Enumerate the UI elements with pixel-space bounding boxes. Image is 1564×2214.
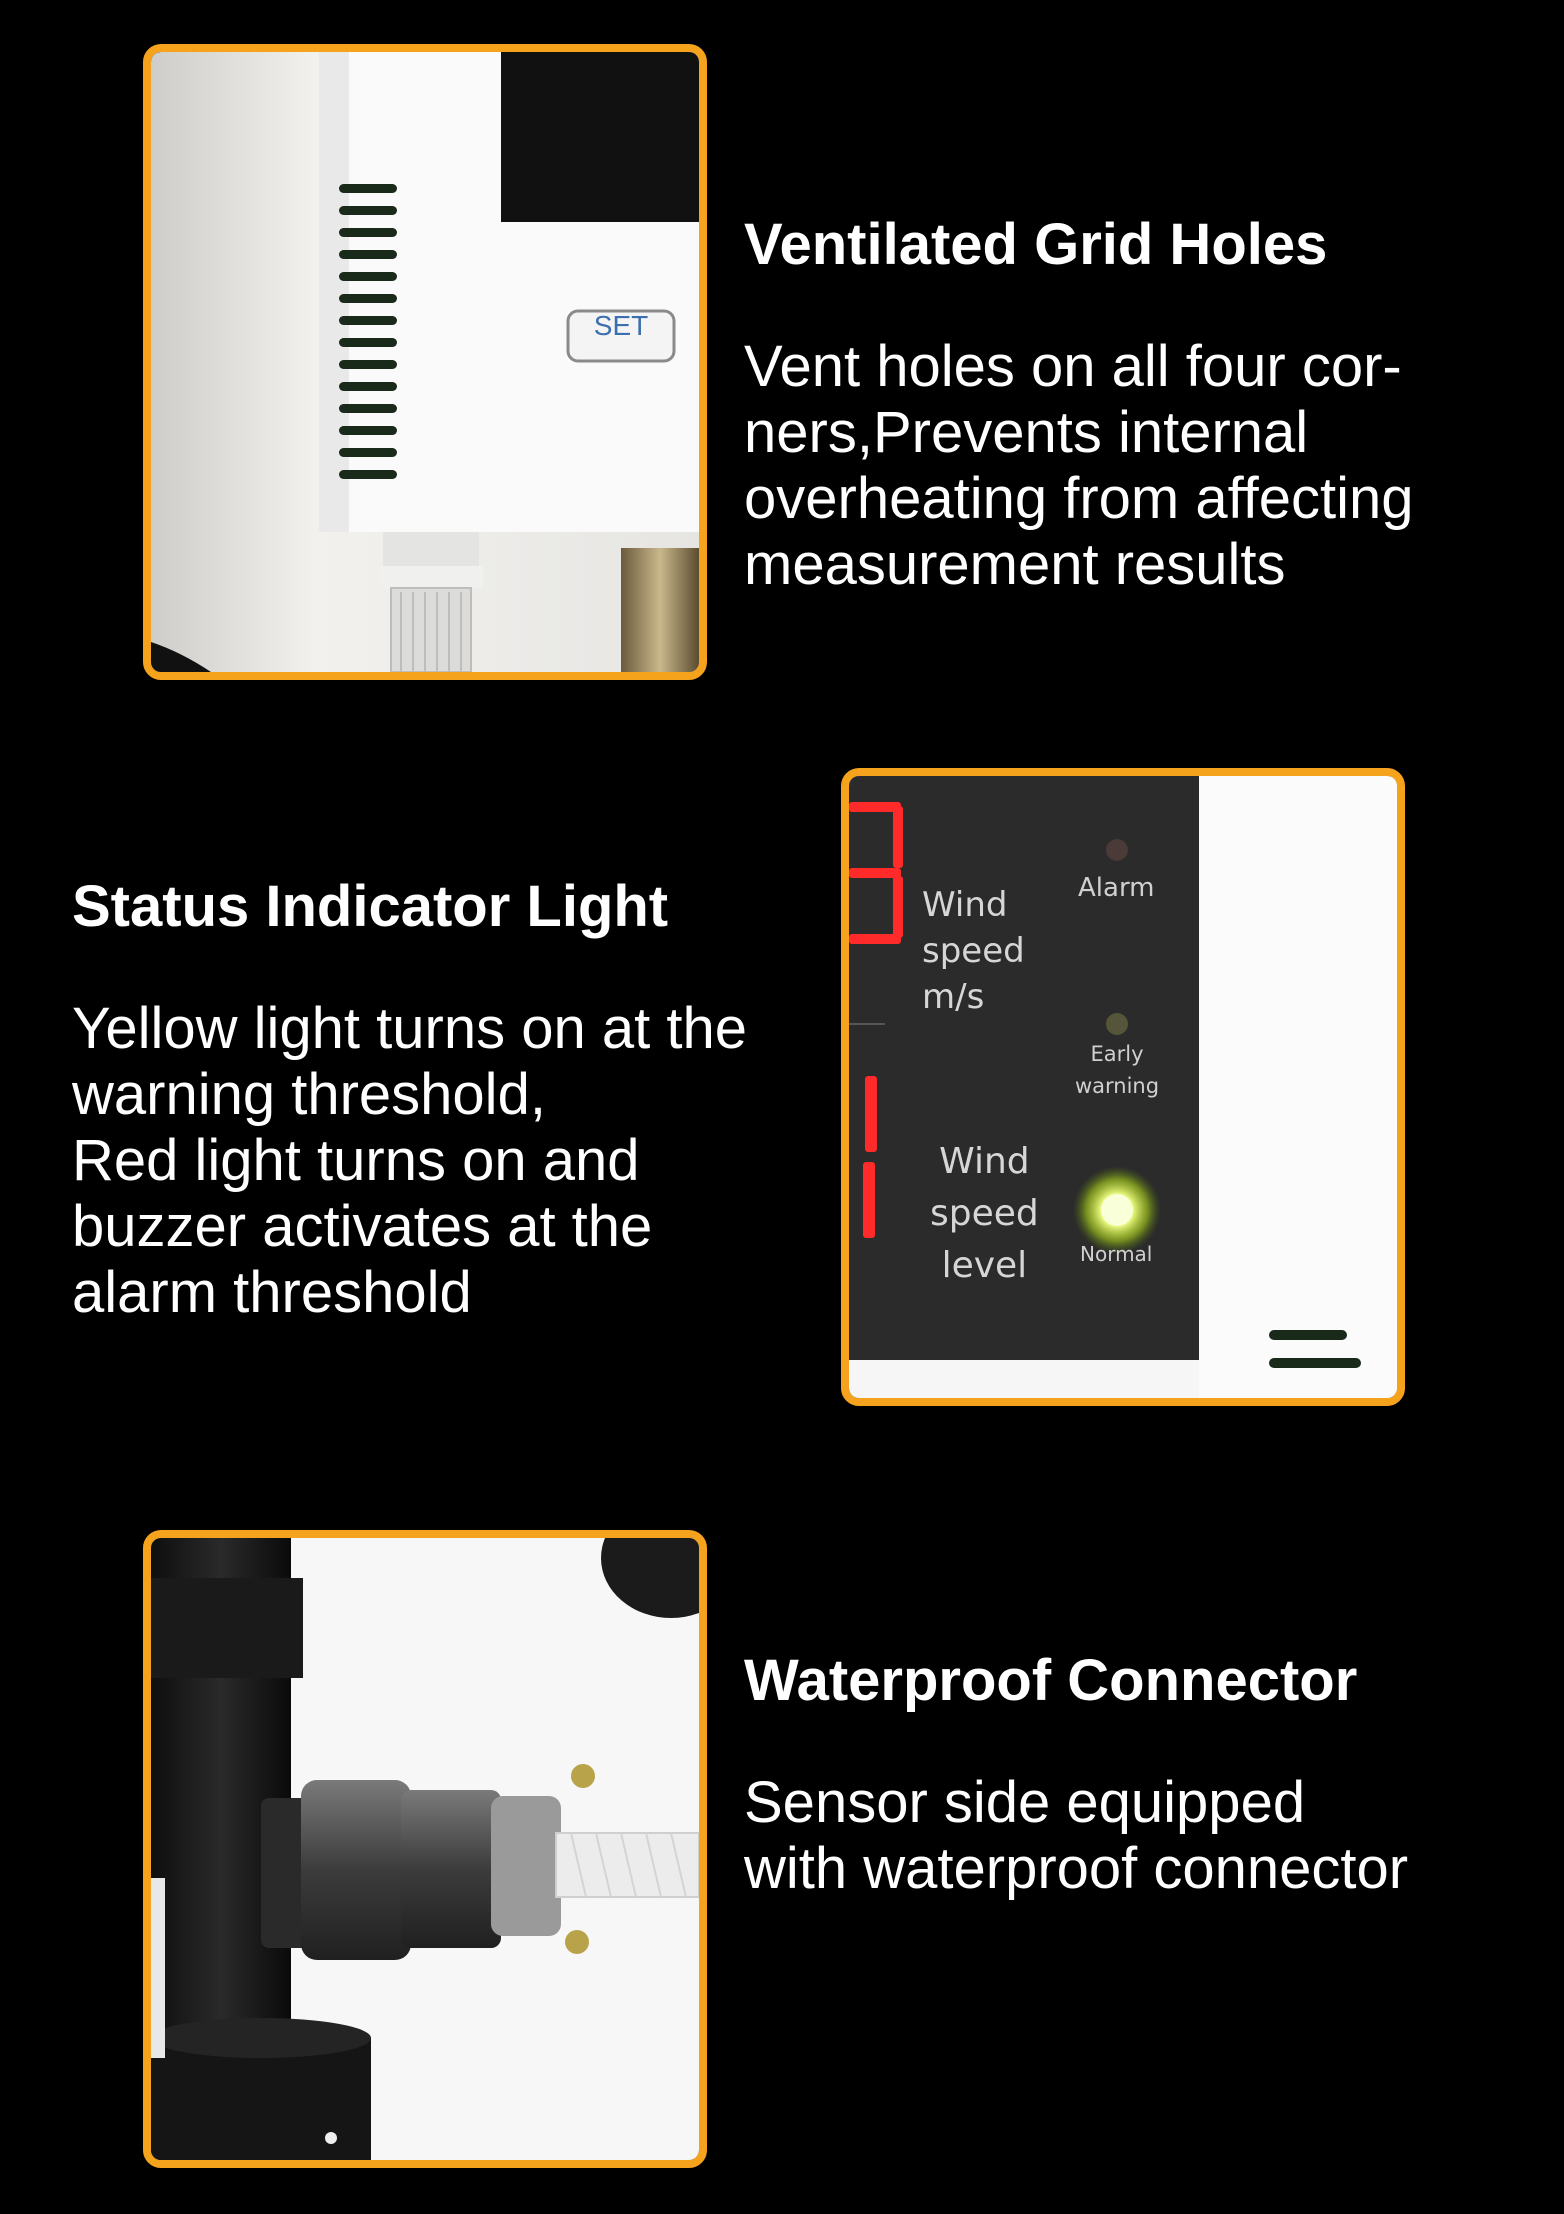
panel-label-line: level (941, 1245, 1028, 1286)
set-button-label: SET (593, 310, 649, 341)
panel-label-wind-speed-unit (922, 882, 1025, 1020)
status-light-description: Yellow light turns on at the warning threshold, Red light turns on and buzzer activates at the alarm threshold (72, 996, 747, 1325)
status-light-title: Status Indicator Light (72, 874, 669, 939)
panel-label-line: Wind (939, 1141, 1030, 1182)
panel-label-line: speed (930, 1193, 1039, 1234)
panel-label-line: Early (1090, 1042, 1144, 1066)
panel-label-line: warning (1074, 1074, 1160, 1098)
panel-label-wind-speed-level (930, 1136, 1039, 1292)
waterproof-connector-title: Waterproof Connector (744, 1648, 1358, 1713)
vent-holes-title: Ventilated Grid Holes (744, 212, 1328, 277)
waterproof-connector-description: Sensor side equipped with waterproof connector (744, 1770, 1409, 1901)
vent-holes-description: Vent holes on all four cor- ners,Prevents internal overheating from affecting measurement results (744, 334, 1414, 597)
panel-label-early-warning (1070, 1038, 1164, 1102)
panel-label-line: Wind (922, 885, 1008, 925)
panel-label-alarm: Alarm (1078, 873, 1155, 903)
vent-holes-photo (143, 44, 707, 680)
panel-label-normal: Normal (1080, 1242, 1153, 1266)
waterproof-connector-photo (143, 1530, 707, 2168)
panel-label-line: speed (922, 931, 1025, 971)
panel-label-line: m/s (922, 977, 985, 1017)
